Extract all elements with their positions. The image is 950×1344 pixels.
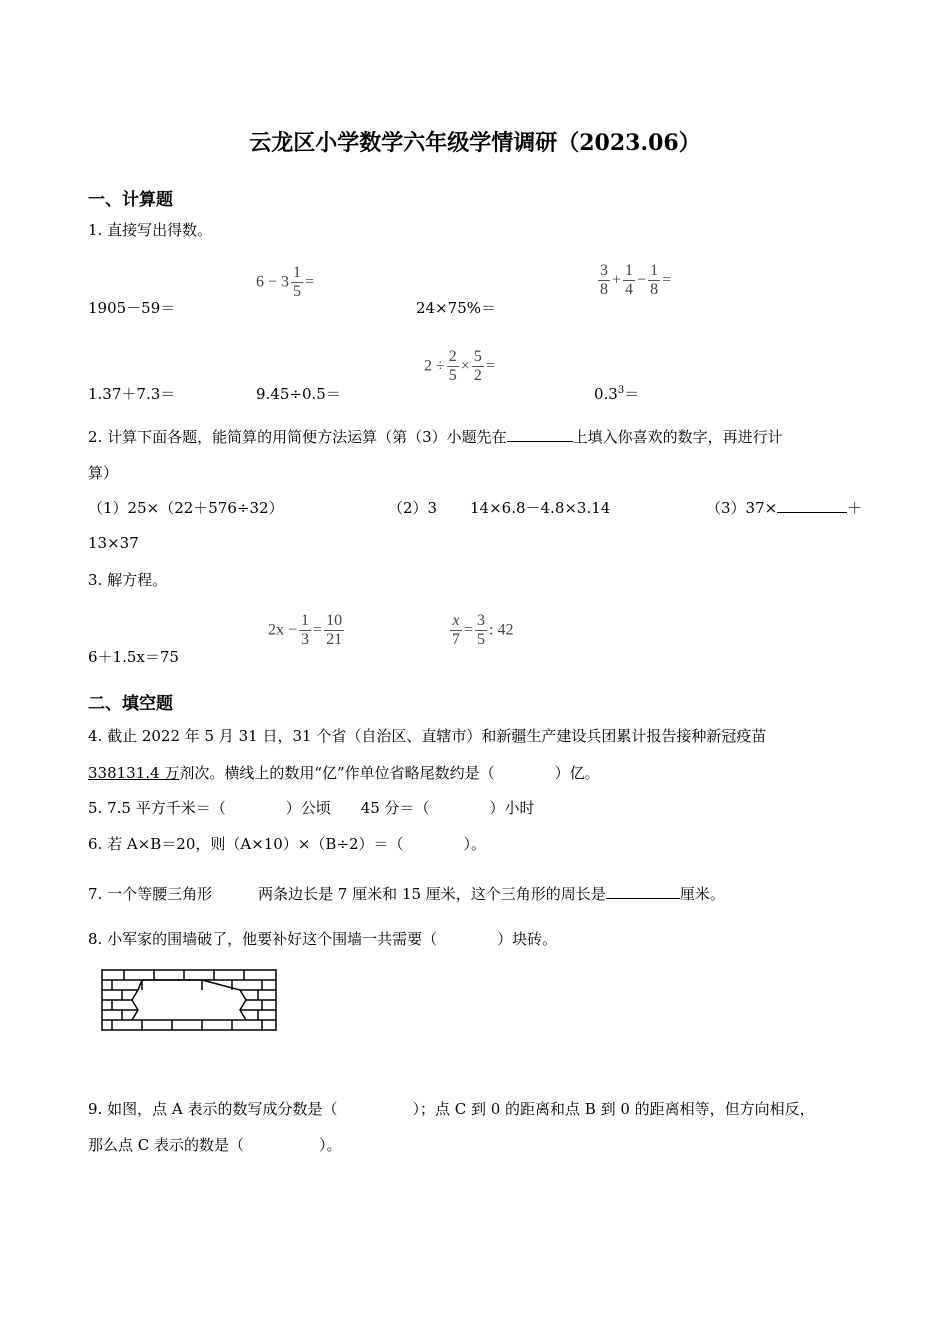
q1-b-fraction [291,264,303,302]
q7-blank [606,884,680,899]
q2-part-3a: （3）37× [706,499,778,517]
q1-h-exponent: 3 [617,385,625,396]
q1-b-denominator: 5 [293,283,302,301]
q7 [88,883,725,904]
q3-prompt: 3. 解方程。 [88,571,168,589]
q2-line-1a: 2. 计算下面各题，能简算的用简便方法运算（第（3）小题先在 [88,428,507,446]
q1-g-num-2: 5 [472,348,484,367]
q1-item-d [596,262,671,300]
q1-d-fraction-1 [598,262,610,300]
q3-e3-num-1: x [450,612,461,631]
q2-part-3b: ＋ [847,499,863,517]
q1-d-equals: = [662,271,672,289]
q2-part-3 [706,497,862,518]
q1-item-g [424,348,495,386]
q3-e2-num-2: 10 [324,612,344,631]
q3-e3-tail: : 42 [489,621,514,639]
q3-equation-1: 6＋1.5x＝75 [88,648,179,666]
q8: 8. 小军家的围墙破了，他要补好这个围墙一共需要（ ）块砖。 [88,930,558,948]
q1-item-f: 9.45÷0.5＝ [256,385,341,403]
q1-d-fraction-2 [623,262,635,300]
q1-d-den-2: 4 [625,281,634,299]
q3-e3-den-1: 7 [452,631,460,649]
q3-e2-fraction-2 [324,612,344,650]
q7-part-c: 厘米。 [679,885,725,903]
q3-equation-3 [448,612,513,650]
q2-part-2a: （2）3 [388,499,438,517]
section-heading-calculation: 一、计算题 [88,190,173,210]
q3-e2-den-1: 3 [301,631,310,649]
q1-b-whole: 6 − 3 [256,273,290,291]
q1-item-h [594,383,639,404]
q1-item-a: 1905－59＝ [88,299,176,317]
q1-prompt: 1. 直接写出得数。 [88,221,213,239]
q1-g-den-1: 5 [448,367,457,385]
q1-item-c: 24×75%＝ [416,299,496,317]
q1-d-op-1: + [612,271,622,289]
q2-part-2b: 14×6.8－4.8×3.14 [470,499,611,517]
q1-g-den-2: 2 [473,367,482,385]
q5: 5. 7.5 平方千米＝（ ）公顷 45 分＝（ ）小时 [88,799,535,817]
q1-g-fraction-2 [472,348,484,386]
q3-e2-den-2: 21 [326,631,343,649]
q1-h-equals: ＝ [624,385,640,403]
q1-g-op: × [460,357,470,375]
q9-line-2: 那么点 C 表示的数是（ ）。 [88,1136,342,1154]
q1-d-num-2: 1 [623,262,635,281]
q7-part-a: 7. 一个等腰三角形 [88,885,213,903]
q3-e3-fraction-2 [475,612,487,650]
q3-e3-num-2: 3 [475,612,487,631]
q4-underlined-number: 338131.4 万 [88,764,180,782]
q2-line-1b: 上填入你喜欢的数字，再进行计 [572,428,783,446]
q2-part-1: （1）25×（22＋576÷32） [88,499,284,517]
q4-line-2 [88,762,600,783]
q3-e2-equals: = [313,621,323,639]
q3-e2-fraction-1 [299,612,311,650]
q4-line-2-text: 剂次。横线上的数用“亿”作单位省略尾数约是（ ）亿。 [179,764,600,782]
q1-d-num-1: 3 [598,262,610,281]
q2-line-1 [88,426,783,447]
q3-e3-fraction-1 [450,612,462,650]
q3-equation-2 [268,612,346,650]
q4-line-1: 4. 截止 2022 年 5 月 31 日，31 个省（自治区、直辖市）和新疆生产建设兵团累计报告接种新冠疫苗 [88,727,767,745]
q3-e2-lead: 2x − [268,621,298,639]
brick-wall-figure [100,968,280,1032]
q1-d-fraction-3 [648,262,660,300]
q1-g-num-1: 2 [447,348,459,367]
q1-d-op-2: − [637,271,647,289]
q1-g-fraction-1 [447,348,459,386]
q6: 6. 若 A×B＝20，则（A×10）×（B÷2）＝（ ）。 [88,835,487,853]
q1-b-numerator: 1 [291,264,303,283]
q1-h-base: 0.3 [594,385,618,403]
q1-d-num-3: 1 [648,262,660,281]
q7-part-b: 两条边长是 7 厘米和 15 厘米，这个三角形的周长是 [258,885,606,903]
q3-e2-num-1: 1 [299,612,311,631]
q1-item-b [256,264,314,302]
q2-part-3-blank [777,498,847,513]
q1-d-den-3: 8 [650,281,659,299]
page-title: 云龙区小学数学六年级学情调研（2023.06） [249,130,701,156]
q2-line-2: 算） [88,464,119,482]
q3-e3-equals: = [464,621,474,639]
q1-d-den-1: 8 [600,281,608,299]
q2-part-3-cont: 13×37 [88,534,139,552]
q1-item-e: 1.37＋7.3＝ [88,385,176,403]
q9-line-1: 9. 如图，点 A 表示的数写成分数是（ ）；点 C 到 0 的距离和点 B 到 0 的距离相等，但方向相反， [88,1100,815,1118]
section-heading-fill-in: 二、填空题 [88,694,173,714]
q1-g-equals: = [485,357,495,375]
q1-g-lead: 2 ÷ [424,357,445,375]
q3-e3-den-2: 5 [477,631,486,649]
q2-fill-blank [507,427,573,442]
q1-b-equals: = [305,273,315,291]
